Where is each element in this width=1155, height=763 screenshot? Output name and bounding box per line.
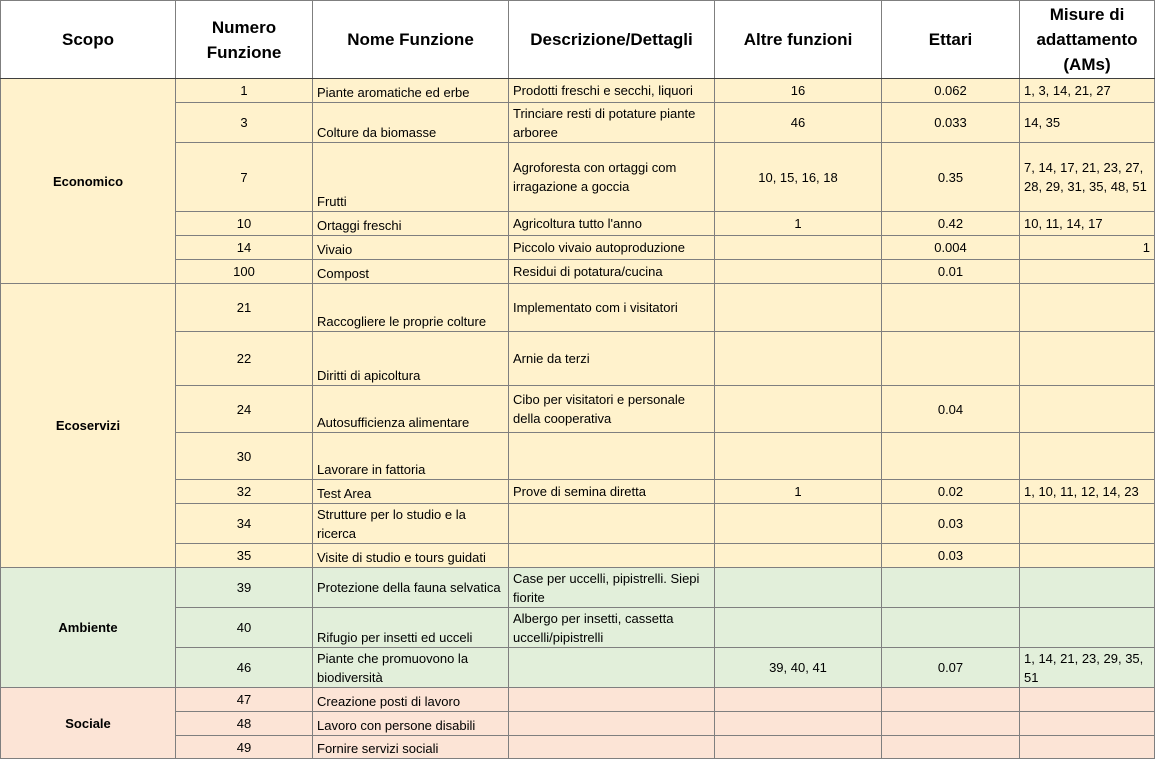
header-nome-funzione: Nome Funzione: [313, 1, 509, 79]
cell-altre: [715, 544, 882, 568]
cell-descrizione: Prove di semina diretta: [509, 480, 715, 504]
cell-ams: [1020, 712, 1155, 736]
table-row: [1, 568, 1155, 608]
scope-ecoservizi: Ecoservizi: [1, 284, 176, 568]
cell-numero: 34: [176, 504, 313, 544]
cell-ettari: 0.35: [882, 143, 1020, 212]
cell-nome: Ortaggi freschi: [313, 212, 509, 236]
cell-numero: 1: [176, 79, 313, 103]
cell-nome: Vivaio: [313, 236, 509, 260]
cell-nome: Protezione della fauna selvatica: [313, 568, 509, 608]
cell-descrizione: Implementato com i visitatori: [509, 284, 715, 332]
cell-numero: 30: [176, 433, 313, 480]
cell-altre: [715, 608, 882, 648]
header-row: [1, 1, 1155, 79]
cell-ams: 14, 35: [1020, 103, 1155, 143]
cell-descrizione: Case per uccelli, pipistrelli. Siepi fiorite: [509, 568, 715, 608]
cell-ams: 10, 11, 14, 17: [1020, 212, 1155, 236]
cell-ams: [1020, 568, 1155, 608]
cell-altre: 46: [715, 103, 882, 143]
cell-ettari: 0.033: [882, 103, 1020, 143]
cell-ettari: [882, 688, 1020, 712]
header-altre-funzioni: Altre funzioni: [715, 1, 882, 79]
header-numero-funzione: Numero Funzione: [176, 1, 313, 79]
cell-altre: 1: [715, 480, 882, 504]
cell-descrizione: [509, 712, 715, 736]
cell-ettari: 0.01: [882, 260, 1020, 284]
cell-ams: [1020, 332, 1155, 386]
cell-ams: [1020, 504, 1155, 544]
cell-ams: [1020, 260, 1155, 284]
cell-ettari: [882, 608, 1020, 648]
scope-economico: Economico: [1, 79, 176, 284]
cell-nome: Raccogliere le proprie colture: [313, 284, 509, 332]
cell-numero: 10: [176, 212, 313, 236]
cell-descrizione: Piccolo vivaio autoproduzione: [509, 236, 715, 260]
cell-altre: 39, 40, 41: [715, 648, 882, 688]
cell-ams: 1, 3, 14, 21, 27: [1020, 79, 1155, 103]
cell-altre: [715, 260, 882, 284]
cell-altre: [715, 433, 882, 480]
cell-altre: [715, 284, 882, 332]
cell-ettari: [882, 568, 1020, 608]
cell-ams: [1020, 544, 1155, 568]
cell-numero: 22: [176, 332, 313, 386]
cell-descrizione: Arnie da terzi: [509, 332, 715, 386]
cell-numero: 7: [176, 143, 313, 212]
cell-ettari: [882, 433, 1020, 480]
cell-ams: [1020, 386, 1155, 433]
cell-descrizione: Prodotti freschi e secchi, liquori: [509, 79, 715, 103]
cell-numero: 35: [176, 544, 313, 568]
table-row: [1, 79, 1155, 103]
cell-ams: [1020, 433, 1155, 480]
cell-nome: Colture da biomasse: [313, 103, 509, 143]
cell-nome: Rifugio per insetti ed ucceli: [313, 608, 509, 648]
cell-nome: Lavoro con persone disabili: [313, 712, 509, 736]
cell-descrizione: [509, 544, 715, 568]
cell-descrizione: [509, 736, 715, 759]
cell-descrizione: Agricoltura tutto l'anno: [509, 212, 715, 236]
cell-altre: [715, 332, 882, 386]
cell-nome: Piante aromatiche ed erbe: [313, 79, 509, 103]
header-ettari: Ettari: [882, 1, 1020, 79]
scope-ambiente: Ambiente: [1, 568, 176, 688]
cell-ettari: 0.42: [882, 212, 1020, 236]
cell-descrizione: Albergo per insetti, cassetta uccelli/pipistrelli: [509, 608, 715, 648]
cell-altre: [715, 736, 882, 759]
cell-numero: 3: [176, 103, 313, 143]
table-row: [1, 284, 1155, 332]
cell-ettari: 0.04: [882, 386, 1020, 433]
cell-ams: 7, 14, 17, 21, 23, 27, 28, 29, 31, 35, 48, 51: [1020, 143, 1155, 212]
cell-ettari: 0.062: [882, 79, 1020, 103]
cell-ettari: [882, 712, 1020, 736]
cell-ettari: 0.03: [882, 504, 1020, 544]
cell-descrizione: Cibo per visitatori e personale della cooperativa: [509, 386, 715, 433]
cell-numero: 47: [176, 688, 313, 712]
cell-nome: Fornire servizi sociali: [313, 736, 509, 759]
cell-numero: 100: [176, 260, 313, 284]
cell-nome: Visite di studio e tours guidati: [313, 544, 509, 568]
cell-altre: [715, 236, 882, 260]
header-misure: Misure di adattamento (AMs): [1020, 1, 1155, 79]
cell-numero: 39: [176, 568, 313, 608]
cell-descrizione: [509, 688, 715, 712]
table-row: [1, 688, 1155, 712]
cell-altre: [715, 688, 882, 712]
cell-altre: 10, 15, 16, 18: [715, 143, 882, 212]
cell-ettari: [882, 284, 1020, 332]
cell-ams: 1, 14, 21, 23, 29, 35, 51: [1020, 648, 1155, 688]
cell-numero: 48: [176, 712, 313, 736]
cell-numero: 14: [176, 236, 313, 260]
cell-descrizione: [509, 504, 715, 544]
cell-nome: Creazione posti di lavoro: [313, 688, 509, 712]
cell-nome: Lavorare in fattoria: [313, 433, 509, 480]
cell-ettari: [882, 736, 1020, 759]
cell-ams: [1020, 284, 1155, 332]
cell-nome: Strutture per lo studio e la ricerca: [313, 504, 509, 544]
cell-descrizione: [509, 433, 715, 480]
cell-altre: 16: [715, 79, 882, 103]
cell-altre: [715, 712, 882, 736]
cell-descrizione: Residui di potatura/cucina: [509, 260, 715, 284]
cell-numero: 40: [176, 608, 313, 648]
cell-ams: [1020, 736, 1155, 759]
cell-ettari: [882, 332, 1020, 386]
cell-numero: 24: [176, 386, 313, 433]
cell-ams: 1: [1020, 236, 1155, 260]
cell-altre: [715, 504, 882, 544]
cell-descrizione: Agroforesta con ortaggi com irragazione a goccia: [509, 143, 715, 212]
cell-ettari: 0.07: [882, 648, 1020, 688]
cell-numero: 49: [176, 736, 313, 759]
header-scopo: Scopo: [1, 1, 176, 79]
cell-ettari: 0.02: [882, 480, 1020, 504]
cell-nome: Frutti: [313, 143, 509, 212]
cell-numero: 32: [176, 480, 313, 504]
cell-nome: Compost: [313, 260, 509, 284]
cell-altre: [715, 386, 882, 433]
cell-ams: [1020, 608, 1155, 648]
cell-nome: Autosufficienza alimentare: [313, 386, 509, 433]
cell-descrizione: [509, 648, 715, 688]
cell-numero: 21: [176, 284, 313, 332]
cell-ettari: 0.03: [882, 544, 1020, 568]
cell-altre: [715, 568, 882, 608]
cell-ams: 1, 10, 11, 12, 14, 23: [1020, 480, 1155, 504]
cell-nome: Piante che promuovono la biodiversità: [313, 648, 509, 688]
cell-altre: 1: [715, 212, 882, 236]
cell-descrizione: Trinciare resti di potature piante arboree: [509, 103, 715, 143]
scope-sociale: Sociale: [1, 688, 176, 759]
cell-nome: Diritti di apicoltura: [313, 332, 509, 386]
cell-ams: [1020, 688, 1155, 712]
header-descrizione: Descrizione/Dettagli: [509, 1, 715, 79]
cell-numero: 46: [176, 648, 313, 688]
cell-nome: Test Area: [313, 480, 509, 504]
cell-ettari: 0.004: [882, 236, 1020, 260]
